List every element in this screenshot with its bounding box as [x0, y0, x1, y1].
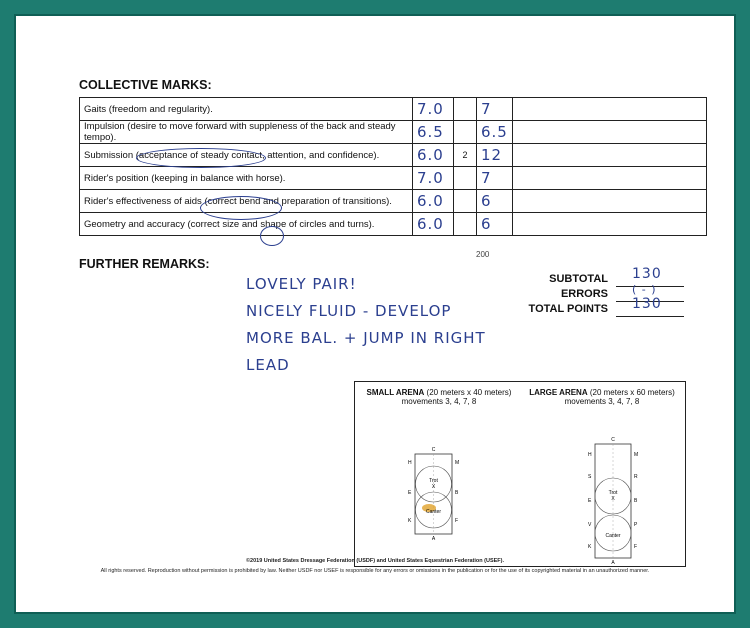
mark-score-cell [413, 98, 454, 121]
mark-total-cell [477, 98, 513, 121]
copyright-line: ©2019 United States Dressage Federation (USDF) and United States Equestrian Federation (USEF). [245, 558, 505, 564]
remark-line: MORE BAL. + JUMP IN RIGHT [246, 329, 486, 347]
small-letter-m: M [455, 460, 460, 466]
mark-criterion: Submission (acceptance of steady contact, attention, and confidence). [80, 144, 413, 167]
remark-line: LEAD [246, 356, 290, 374]
mark-total-cell [477, 144, 513, 167]
collective-mark-row [80, 121, 707, 144]
small-letter-k: K [408, 518, 412, 524]
mark-criterion: Rider's position (keeping in balance with horse). [80, 167, 413, 190]
errors-label: ERRORS [560, 288, 608, 300]
small-arena-title: SMALL ARENA [366, 388, 425, 397]
large-arena-moves: movements 3, 4, 7, 8 [564, 397, 640, 406]
mark-total: 6.5 [481, 123, 508, 141]
large-text-trot: Trot [608, 490, 618, 496]
mark-criterion: Gaits (freedom and regularity). [80, 98, 413, 121]
mark-coefficient [454, 121, 477, 144]
arena-diagram-box [354, 381, 686, 567]
mark-score: 7.0 [417, 169, 444, 187]
mark-total: 7 [481, 169, 492, 187]
mark-score: 6.0 [417, 146, 444, 164]
remark-line: NICELY FLUID - DEVELOP [246, 302, 452, 320]
mark-score: 6.0 [417, 192, 444, 210]
collective-mark-row [80, 98, 707, 121]
large-letter-b: B [634, 498, 638, 504]
mark-coefficient [454, 213, 477, 236]
mark-score-cell [413, 190, 454, 213]
large-letter-x: X [611, 496, 615, 502]
large-letter-k: K [588, 544, 592, 550]
small-arena-moves: movements 3, 4, 7, 8 [401, 397, 477, 406]
mark-remarks-cell [512, 121, 706, 144]
collective-mark-row [80, 190, 707, 213]
mark-total-cell [477, 190, 513, 213]
large-letter-f: F [634, 544, 638, 550]
mark-criterion: Impulsion (desire to move forward with suppleness of the back and steady tempo). [80, 121, 413, 144]
large-letter-c: C [611, 437, 615, 443]
mark-score-cell [413, 121, 454, 144]
small-letter-e: E [408, 490, 412, 496]
mark-score-cell [413, 213, 454, 236]
arena-drawings [355, 382, 685, 566]
small-letter-a: A [431, 536, 436, 542]
mark-coefficient: 2 [454, 144, 477, 167]
mark-total-cell [477, 213, 513, 236]
large-text-canter: Canter [605, 533, 621, 539]
mark-score-cell [413, 144, 454, 167]
large-letter-s: S [588, 474, 592, 480]
large-letter-r: R [634, 474, 638, 480]
mark-score: 6.5 [417, 123, 444, 141]
collective-marks-heading: COLLECTIVE MARKS: [79, 78, 212, 92]
max-points-note: 200 [476, 250, 490, 259]
handwritten-circle-annotation [136, 148, 266, 168]
small-letter-f: F [455, 518, 459, 524]
mark-total-cell [477, 167, 513, 190]
mark-score: 7.0 [417, 100, 444, 118]
mark-total: 7 [481, 100, 492, 118]
mark-total: 6 [481, 215, 492, 233]
small-letter-h: H [408, 460, 412, 466]
large-letter-v: V [588, 522, 592, 528]
remark-line: LOVELY PAIR! [246, 275, 357, 293]
subtotal-label: SUBTOTAL [549, 273, 608, 285]
mark-total-cell [477, 121, 513, 144]
collective-mark-row [80, 167, 707, 190]
large-letter-a: A [611, 560, 615, 566]
mark-coefficient [454, 190, 477, 213]
mark-total: 6 [481, 192, 492, 210]
totals-block [528, 266, 684, 317]
errors-value: ( - ) [632, 283, 657, 296]
further-remarks-handwriting [246, 271, 486, 379]
small-letter-x: X [431, 484, 436, 490]
mark-remarks-cell [512, 144, 706, 167]
total-points-label: TOTAL POINTS [528, 303, 608, 315]
mark-coefficient [454, 98, 477, 121]
rights-line: All rights reserved. Reproduction without permission is prohibited by law. Neither USDF nor USEF is responsible for any errors or omissions in the publication or for the use of its copyrighted material in an unauthorized manner. [100, 568, 650, 574]
mark-score: 6.0 [417, 215, 444, 233]
mark-criterion: Geometry and accuracy (correct size and shape of circles and turns). [80, 213, 413, 236]
small-letter-c: C [431, 447, 436, 453]
mark-remarks-cell [512, 167, 706, 190]
mark-remarks-cell [512, 213, 706, 236]
large-letter-e: E [588, 498, 592, 504]
collective-mark-row [80, 213, 707, 236]
small-arena-dims: (20 meters x 40 meters) [426, 388, 512, 397]
handwritten-circle-annotation [200, 196, 282, 220]
subtotal-value: 130 [632, 266, 662, 282]
small-text-canter: Canter [425, 509, 442, 515]
mark-remarks-cell [512, 98, 706, 121]
mark-criterion: Rider's effectiveness of aids (correct bend and preparation of transitions). [80, 190, 413, 213]
handwritten-circle-annotation [260, 226, 284, 246]
score-sheet-page [16, 16, 734, 612]
large-letter-p: P [634, 522, 638, 528]
large-letter-h: H [588, 452, 592, 458]
mark-score-cell [413, 167, 454, 190]
small-text-trot: Trot [429, 478, 438, 484]
large-arena-title: LARGE ARENA [529, 388, 588, 397]
mark-total: 12 [481, 146, 503, 164]
large-letter-m: M [634, 452, 639, 458]
total-points-value: 130 [632, 296, 662, 312]
further-remarks-heading: FURTHER REMARKS: [79, 257, 210, 271]
small-letter-b: B [455, 490, 459, 496]
large-arena-dims: (20 meters x 60 meters) [589, 388, 675, 397]
mark-coefficient [454, 167, 477, 190]
mark-remarks-cell [512, 190, 706, 213]
